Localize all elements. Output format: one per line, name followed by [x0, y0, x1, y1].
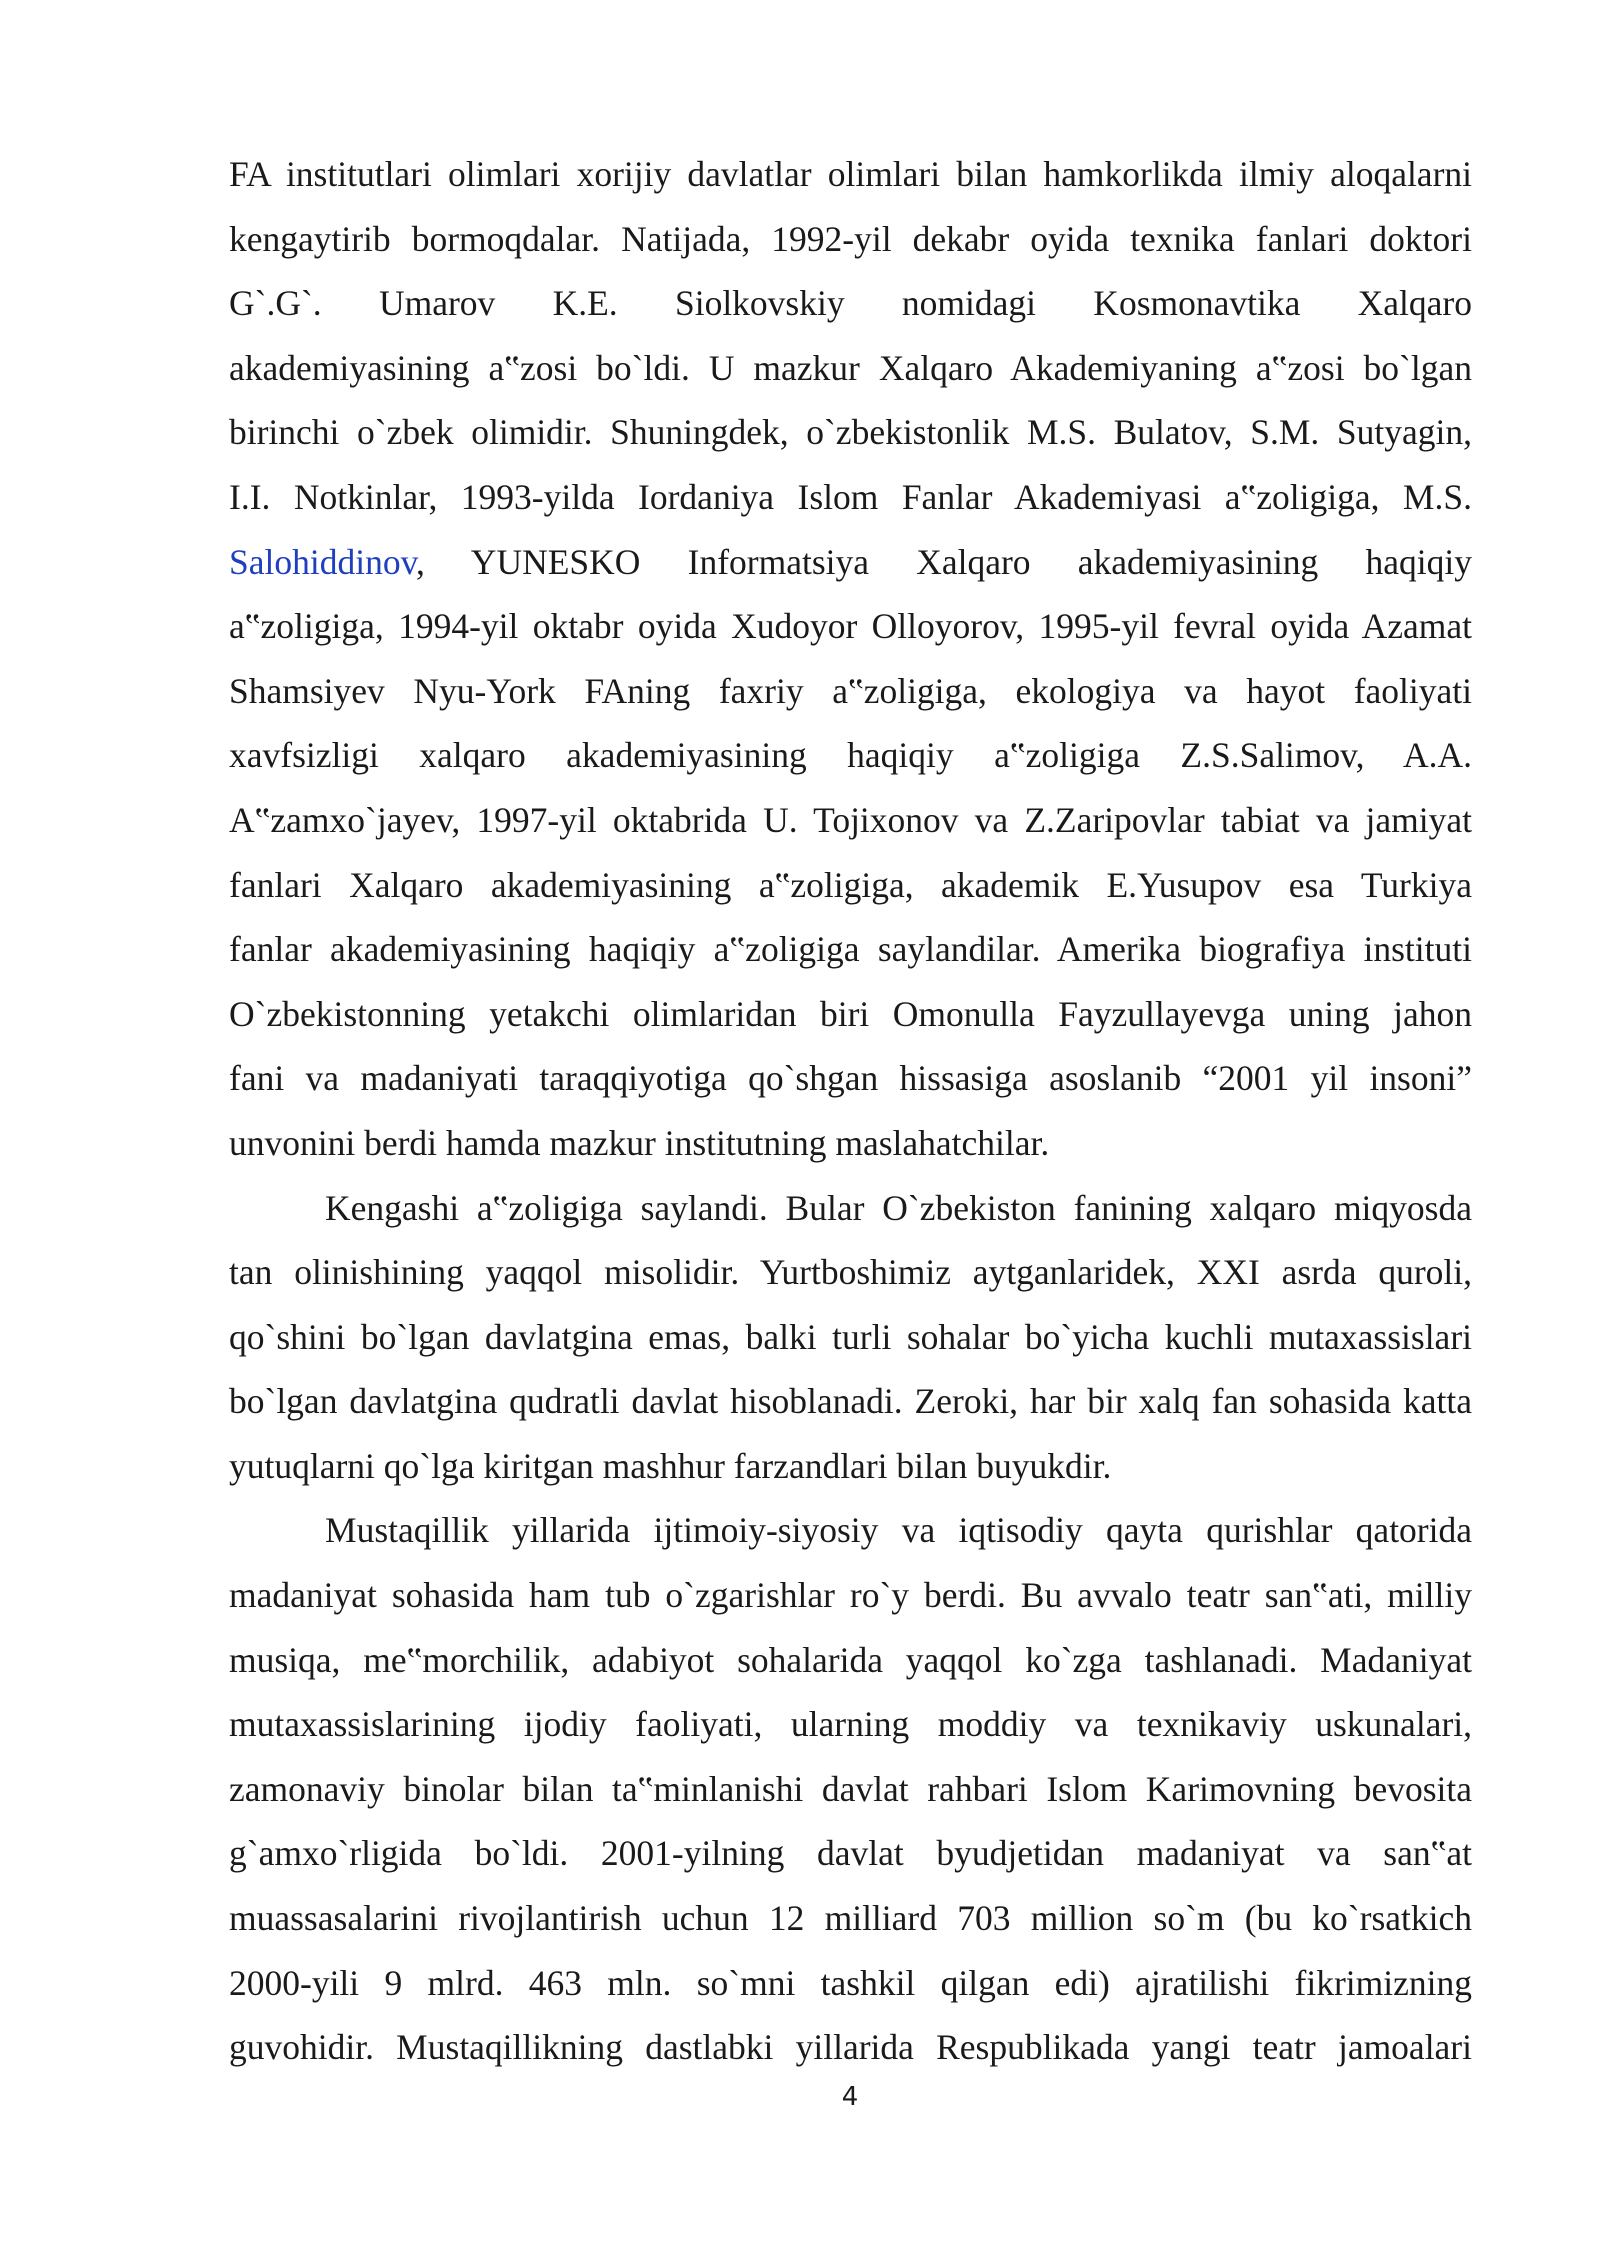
text-line: xavfsizligi xalqaro akademiyasining haqiqiy a‟zoligiga Z.S.Salimov, A.A. [229, 735, 1472, 776]
text-line: fanlari Xalqaro akademiyasining a‟zoligiga, akademik E.Yusupov esa Turkiya [229, 864, 1472, 905]
paragraph [229, 1176, 1472, 1499]
text-line: O`zbekistonning yetakchi olimlaridan biri Omonulla Fayzullayevga uning jahon [229, 993, 1472, 1034]
text-line: qo`shini bo`lgan davlatgina emas, balki turli sohalar bo`yicha kuchli mutaxassislari [229, 1316, 1472, 1357]
text-line: madaniyat sohasida ham tub o`zgarishlar ro`y berdi. Bu avvalo teatr san‟ati, milliy [229, 1575, 1472, 1616]
text-line: Salohiddinov, YUNESKO Informatsiya Xalqaro akademiyasining haqiqiy [229, 541, 1472, 582]
text-line: I.I. Notkinlar, 1993-yilda Iordaniya Islom Fanlar Akademiyasi a‟zoligiga, M.S. [229, 476, 1472, 517]
text-line: zamonaviy binolar bilan ta‟minlanishi davlat rahbari Islom Karimovning bevosita [229, 1768, 1472, 1809]
text-line: Kengashi a‟zoligiga saylandi. Bular O`zbekiston fanining xalqaro miqyosda [325, 1187, 1472, 1228]
text-line: muassasalarini rivojlantirish uchun 12 milliard 703 million so`m (bu ko`rsatkich [229, 1898, 1472, 1939]
text-line: Mustaqillik yillarida ijtimoiy-siyosiy va iqtisodiy qayta qurishlar qatorida [325, 1510, 1472, 1551]
text-line: akademiyasining a‟zosi bo`ldi. U mazkur Xalqaro Akademiyaning a‟zosi bo`lgan [229, 347, 1472, 388]
text-line: kengaytirib bormoqdalar. Natijada, 1992-yil dekabr oyida texnika fanlari doktori [229, 218, 1472, 259]
text-line: guvohidir. Mustaqillikning dastlabki yillarida Respublikada yangi teatr jamoalari [229, 2027, 1472, 2068]
highlighted-name: Salohiddinov [229, 541, 417, 582]
document-body [229, 142, 1472, 2080]
text-line: 2000-yili 9 mlrd. 463 mln. so`mni tashkil qilgan edi) ajratilishi fikrimizning [229, 1962, 1472, 2003]
text-line: birinchi o`zbek olimidir. Shuningdek, o`zbekistonlik M.S. Bulatov, S.M. Sutyagin, [229, 412, 1472, 453]
text-line: a‟zoligiga, 1994-yil oktabr oyida Xudoyor Olloyorov, 1995-yil fevral oyida Azamat [229, 606, 1472, 647]
text-line: musiqa, me‟morchilik, adabiyot sohalarida yaqqol ko`zga tashlanadi. Madaniyat [229, 1639, 1472, 1680]
text-line: mutaxassislarining ijodiy faoliyati, ularning moddiy va texnikaviy uskunalari, [229, 1704, 1472, 1745]
text-line: bo`lgan davlatgina qudratli davlat hisoblanadi. Zeroki, har bir xalq fan sohasida katta [229, 1381, 1472, 1422]
text-line: A‟zamxo`jayev, 1997-yil oktabrida U. Tojixonov va Z.Zaripovlar tabiat va jamiyat [229, 799, 1472, 840]
paragraph [229, 1498, 1472, 2079]
text-line: Shamsiyev Nyu-York FAning faxriy a‟zoligiga, ekologiya va hayot faoliyati [229, 670, 1472, 711]
text-line: fani va madaniyati taraqqiyotiga qo`shgan hissasiga asoslanib “2001 yil insoni” [229, 1058, 1472, 1099]
text-line: g`amxo`rligida bo`ldi. 2001-yilning davlat byudjetidan madaniyat va san‟at [229, 1833, 1472, 1874]
paragraph [229, 142, 1472, 1176]
text-line: fanlar akademiyasining haqiqiy a‟zoligiga saylandilar. Amerika biografiya instituti [229, 929, 1472, 970]
text-line: tan olinishining yaqqol misolidir. Yurtboshimiz aytganlaridek, XXI asrda quroli, [229, 1252, 1472, 1293]
text-line: FA institutlari olimlari xorijiy davlatlar olimlari bilan hamkorlikda ilmiy aloqalarni [229, 154, 1472, 194]
text-line: unvonini berdi hamda mazkur institutning maslahatchilar. [229, 1122, 1050, 1163]
text-line: G`.G`. Umarov K.E. Siolkovskiy nomidagi Kosmonavtika Xalqaro [229, 283, 1472, 324]
page-number: 4 [841, 2082, 859, 2112]
text-line: yutuqlarni qo`lga kiritgan mashhur farzandlari bilan buyukdir. [229, 1445, 1112, 1486]
